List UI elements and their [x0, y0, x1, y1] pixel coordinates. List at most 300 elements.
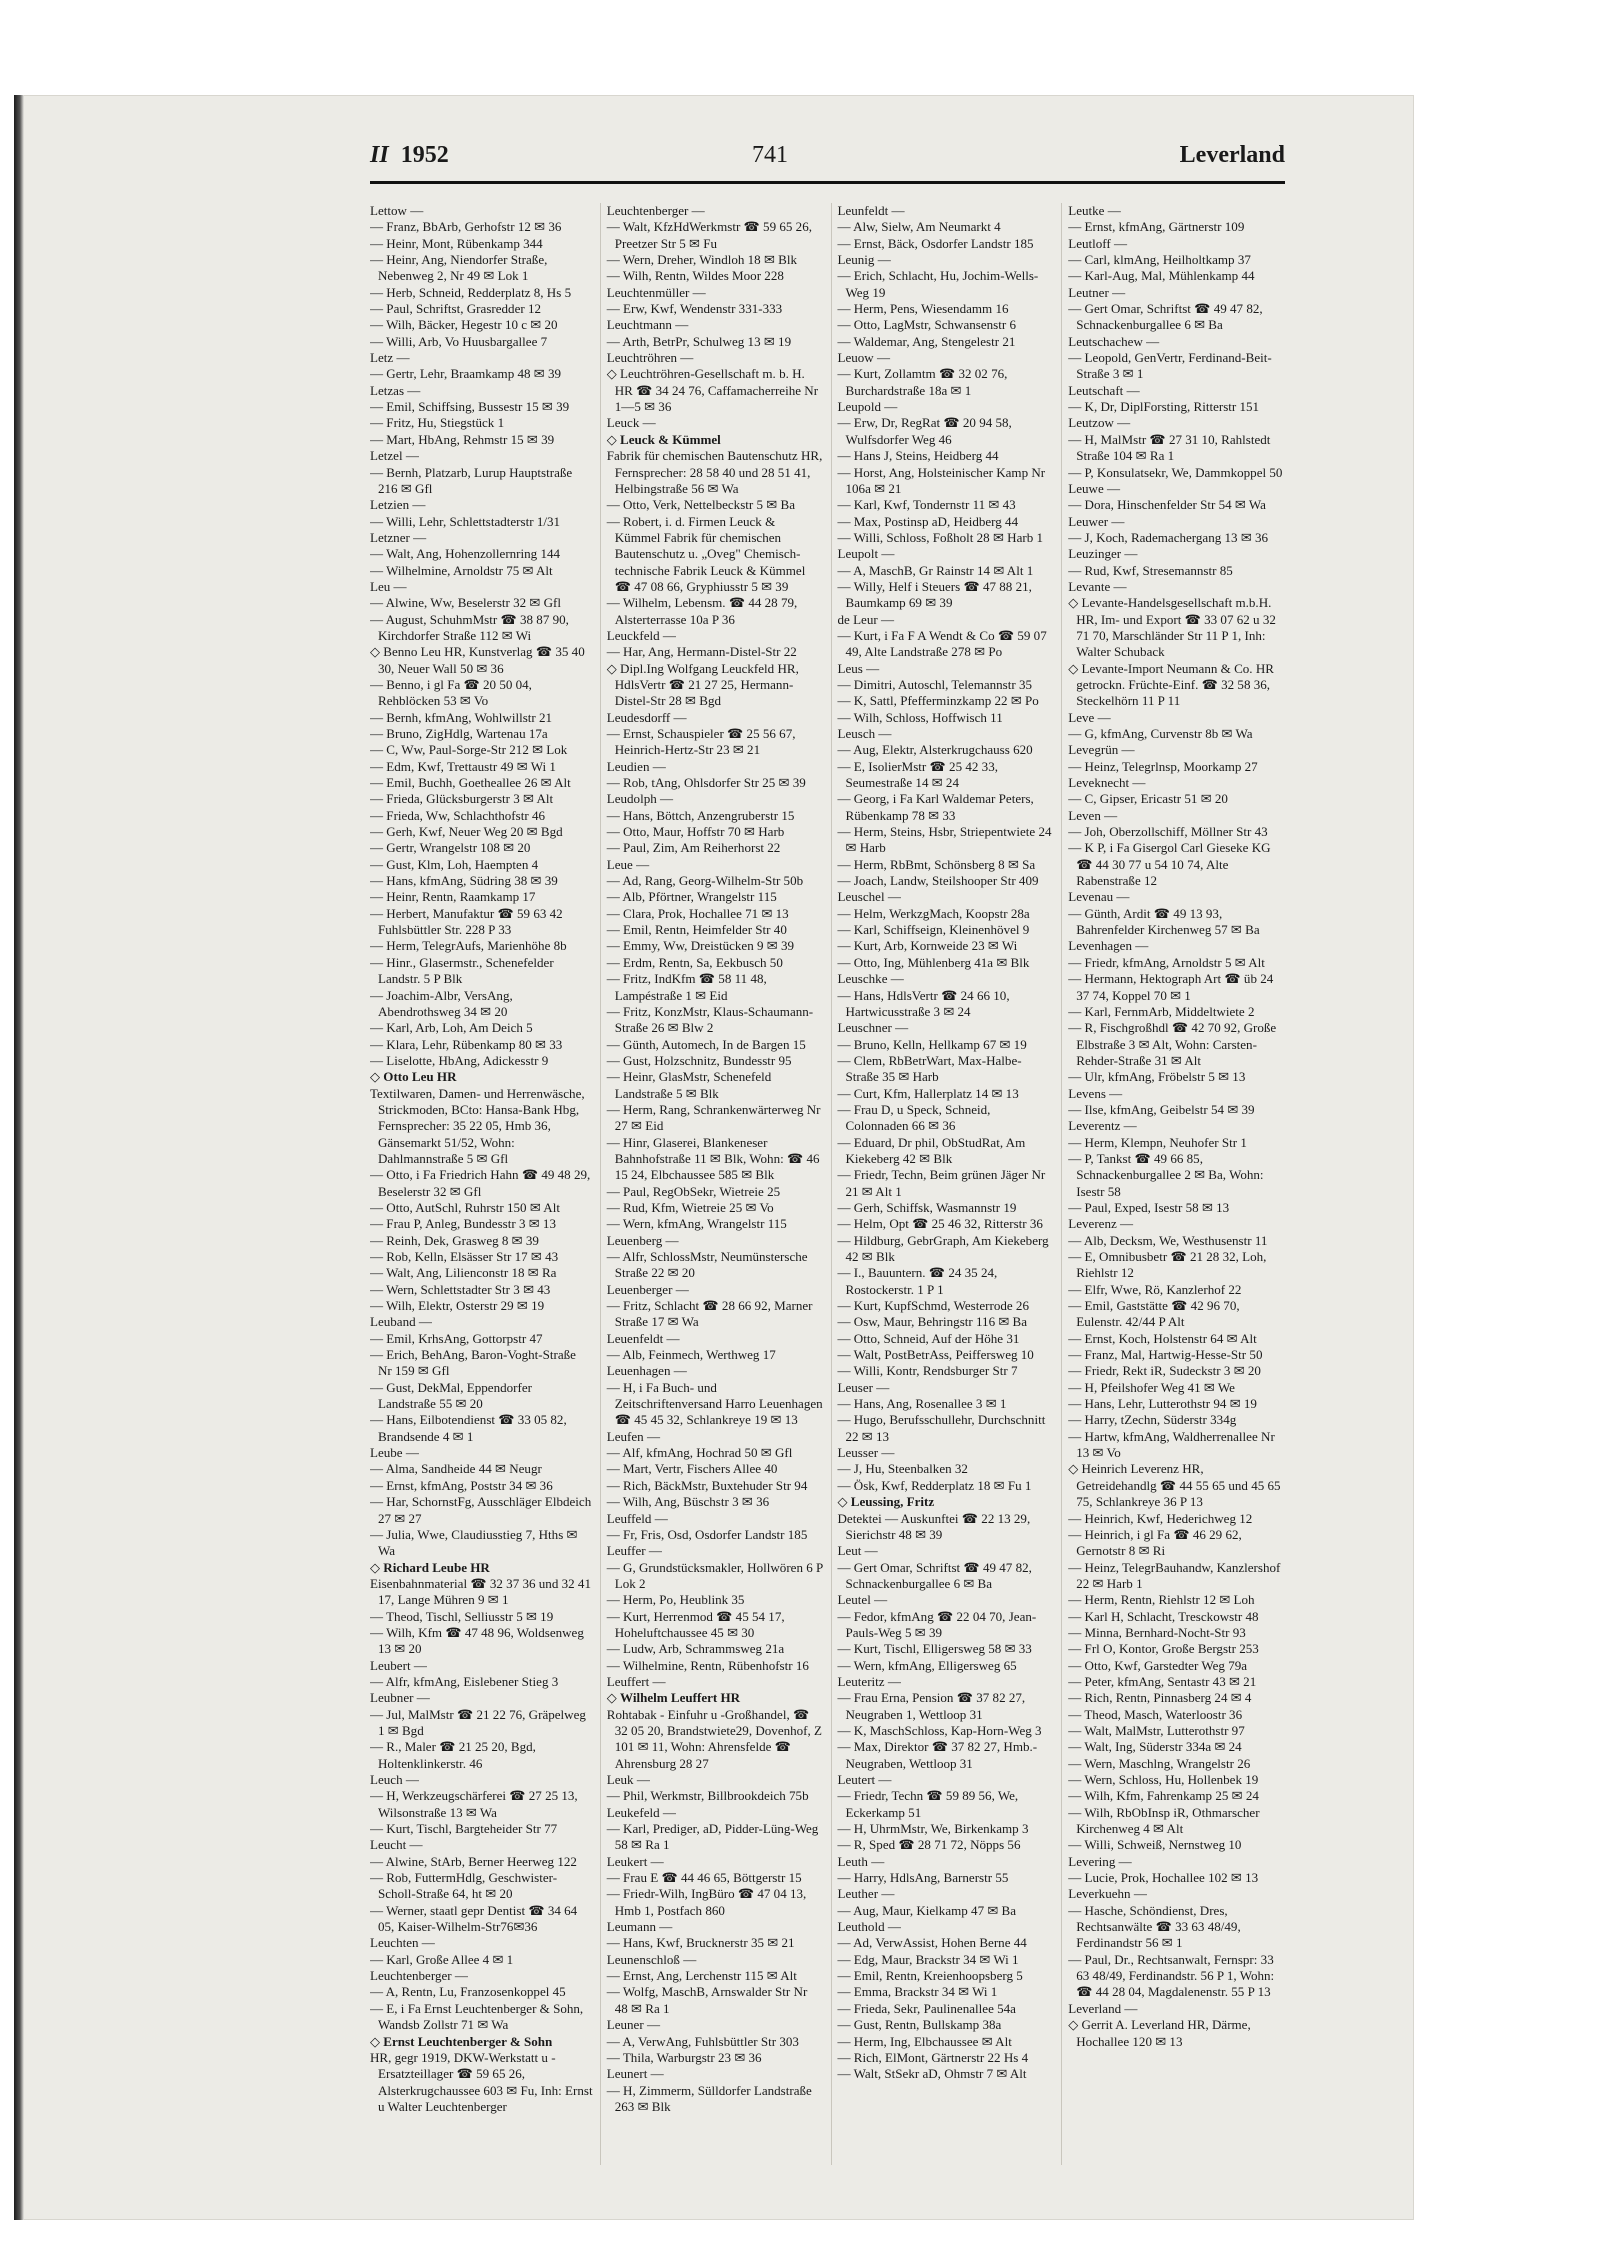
directory-entry: — Otto, Maur, Hoffstr 70 ✉ Harb — [606, 824, 785, 840]
surname-heading: Leuchtenmüller — — [606, 284, 706, 300]
directory-entry: — Rob, FuttermHdlg, Geschwister-Scholl-Straße 64, ht ✉ 20 — [370, 1870, 558, 1902]
directory-entry: — Wilh, Rentn, Wildes Moor 228 — [606, 268, 784, 284]
directory-entry: — Herm, Po, Heublink 35 — [606, 1592, 745, 1608]
directory-entry: — Rich, Rentn, Pinnasberg 24 ✉ 4 — [1068, 1690, 1252, 1706]
directory-entry: — Heinr, GlasMstr, Schenefeld Landstraße 5 ✉ Blk — [606, 1069, 772, 1101]
directory-entry: — Hans, HdlsVertr ☎ 24 66 10, Hartwicusstraße 3 ✉ 24 — [837, 987, 1010, 1019]
directory-entry: — Mart, HbAng, Rehmstr 15 ✉ 39 — [370, 431, 555, 447]
directory-entry: — Frau D, u Speck, Schneid, Colonnaden 66 ✉ 36 — [837, 1101, 991, 1134]
directory-entry: — Gust, Klm, Loh, Haempten 4 — [370, 856, 539, 872]
surname-heading: Leusch — — [837, 726, 892, 741]
directory-entry: — Liselotte, HbAng, Adickesstr 9 — [370, 1052, 549, 1068]
directory-entry: — Walt, Ang, Hohenzollernring 144 — [370, 546, 561, 562]
directory-entry: — Hasche, Schöndienst, Dres, Rechtsanwälte ☎ 33 63 48/49, Ferdinandstr 56 ✉ 1 — [1068, 1902, 1241, 1951]
directory-entry: — Otto, AutSchl, Ruhrstr 150 ✉ Alt — [370, 1199, 560, 1215]
directory-entry: — Joh, Oberzollschiff, Möllner Str 43 — [1068, 824, 1268, 840]
directory-entry: — Wilhelmine, Arnoldstr 75 ✉ Alt — [370, 562, 553, 578]
directory-entry: — Herm, TelegrAufs, Marienhöhe 8b — [370, 938, 567, 954]
directory-entry: — Max, Direktor ☎ 37 82 27, Hmb.-Neugraben, Wettloop 31 — [837, 1739, 1038, 1771]
directory-entry: — Franz, Mal, Hartwig-Hesse-Str 50 — [1068, 1347, 1263, 1363]
directory-entry: — Benno, i gl Fa ☎ 20 50 04, Rehblöcken 53 ✉ Vo — [370, 676, 532, 709]
directory-entry: — Joach, Landw, Steilshooper Str 409 — [837, 873, 1039, 889]
directory-entry: — Heinrich, Kwf, Hederichweg 12 — [1068, 1510, 1253, 1526]
directory-entry: — Heinr, Rentn, Raamkamp 17 — [370, 889, 536, 905]
surname-heading: Leuow — — [837, 350, 891, 366]
surname-heading: de Leur — — [837, 611, 895, 627]
directory-entry: — Phil, Werkmstr, Billbrookdeich 75b — [606, 1788, 809, 1804]
directory-entry: — Emil, Rentn, Heimfelder Str 40 — [606, 922, 787, 938]
directory-entry: — Har, SchornstFg, Ausschläger Elbdeich 27 ✉ 27 — [370, 1494, 592, 1526]
directory-entry: — Helm, WerkzgMach, Koopstr 28a — [837, 905, 1030, 921]
directory-entry: — Otto, i Fa Friedrich Hahn ☎ 49 48 29, Beselerstr 32 ✉ Gfl — [370, 1167, 591, 1199]
directory-entry: — K, Sattl, Pfefferminzkamp 22 ✉ Po — [837, 693, 1039, 709]
directory-entry: — Herbert, Manufaktur ☎ 59 63 42 Fuhlsbüttler Str. 228 P 33 — [370, 905, 563, 938]
directory-entry: — Alwine, StArb, Berner Heerweg 122 — [370, 1853, 577, 1869]
directory-entry: — P, Konsulatsekr, We, Dammkoppel 50 — [1068, 464, 1283, 480]
directory-entry: Textilwaren, Damen- und Herrenwäsche, Strickmoden, BCto: Hansa-Bank Hbg, Fernsprecher: 35 22 05, Hmb 36, Gänsemarkt 51/52, Wohn: Dahlmannstraße 5 ✉ Gfl — [370, 1085, 585, 1166]
directory-entry: Detektei — Auskunftei ☎ 22 13 29, Sierichstr 48 ✉ 39 — [837, 1510, 1031, 1542]
directory-entry: — Friedr-Wilh, IngBüro ☎ 47 04 13, Hmb 1, Postfach 860 — [606, 1886, 807, 1918]
directory-entry: — Paul, Dr., Rechtsanwalt, Fernspr: 33 63 48/49, Ferdinandstr. 56 P 1, Wohn: ☎ 44 28 04, Magdalenenstr. 55 P 13 — [1068, 1951, 1275, 2000]
directory-entry: — Heinr, Mont, Rübenkamp 344 — [370, 235, 543, 251]
directory-entry: — Horst, Ang, Holsteinischer Kamp Nr 106a ✉ 21 — [837, 464, 1046, 496]
header-rule — [370, 181, 1285, 184]
directory-entry: — Alfr, kfmAng, Eislebener Stieg 3 — [370, 1673, 559, 1689]
header-range-label: Leverland — [1179, 142, 1285, 168]
surname-heading: Leuffeld — — [606, 1510, 668, 1526]
directory-entry: ◇ Levante-Handelsgesellschaft m.b.H. HR, Im- und Export ☎ 33 07 62 u 32 71 70, Marschländer Str 11 P 1, Inh: Walter Schuback — [1068, 595, 1276, 660]
directory-entry: — Gust, Holzschnitz, Bundesstr 95 — [606, 1052, 792, 1068]
directory-entry: — Hugo, Berufsschullehr, Durchschnitt 22 ✉ 13 — [837, 1412, 1046, 1444]
directory-entry: — Hartw, kfmAng, Waldherrenallee Nr 13 ✉ Vo — [1068, 1428, 1275, 1461]
directory-entry: — Hans, Lehr, Lutterothstr 94 ✉ 19 — [1068, 1396, 1257, 1412]
surname-heading: Leuenfeldt — — [606, 1330, 680, 1346]
directory-entry: — Frieda, Sekr, Paulinenallee 54a — [837, 2000, 1016, 2016]
directory-entry: — Edm, Kwf, Trettaustr 49 ✉ Wi 1 — [370, 758, 556, 774]
directory-entry: — Fritz, KonzMstr, Klaus-Schaumann-Straße 26 ✉ Blw 2 — [606, 1003, 814, 1036]
directory-entry: — Emil, KrhsAng, Gottorpstr 47 — [370, 1330, 543, 1346]
column-3 — [831, 203, 1055, 2165]
directory-entry: — Arth, BetrPr, Schulweg 13 ✉ 19 — [606, 333, 792, 349]
directory-entry: — Alwine, Ww, Beselerstr 32 ✉ Gfl — [370, 595, 562, 611]
directory-entry: — Erw, Dr, RegRat ☎ 20 94 58, Wulfsdorfer Weg 46 — [837, 415, 1012, 447]
firm-entry: ◇ Ernst Leuchtenberger & Sohn — [370, 2034, 593, 2050]
directory-entry: — Karl, Arb, Loh, Am Deich 5 — [370, 1020, 533, 1036]
directory-entry: — Rob, Kelln, Elsässer Str 17 ✉ 43 — [370, 1249, 559, 1264]
directory-entry: — Frau Erna, Pension ☎ 37 82 27, Neugraben 1, Wettloop 31 — [837, 1690, 1026, 1722]
directory-entry: ◇ Leuchtröhren-Gesellschaft m. b. H. HR ☎ 34 24 76, Caffamacherreihe Nr 1—5 ✉ 36 — [606, 366, 819, 415]
directory-entry: — Helm, Opt ☎ 25 46 32, Ritterstr 36 — [837, 1216, 1043, 1232]
directory-entry: — Georg, i Fa Karl Waldemar Peters, Rübenkamp 78 ✉ 33 — [837, 791, 1034, 823]
directory-entry: — Wilh, Elektr, Osterstr 29 ✉ 19 — [370, 1298, 545, 1314]
directory-entry: — Friedr, Techn ☎ 59 89 56, We, Eckerkamp 51 — [837, 1788, 1019, 1820]
surname-heading: Leuschner — — [837, 1020, 909, 1036]
firm-entry: ◇ Leuck & Kümmel — [607, 432, 824, 448]
surname-heading: Leuchten — — [370, 1935, 435, 1951]
directory-entry: — Otto, Verk, Nettelbeckstr 5 ✉ Ba — [606, 497, 795, 513]
directory-entry: — Theod, Masch, Waterloostr 36 — [1068, 1706, 1243, 1722]
directory-entry: — Gert Omar, Schriftst ☎ 49 47 82, Schnackenburgallee 6 ✉ Ba — [1068, 301, 1263, 333]
directory-entry: — Heinz, Telegrlnsp, Moorkamp 27 — [1068, 758, 1258, 774]
surname-heading: Leuch — — [370, 1772, 419, 1787]
surname-heading: Leumann — — [606, 1919, 673, 1935]
surname-heading: Leuenberger — — [606, 1281, 689, 1297]
directory-entry: — Wilhelmine, Rentn, Rübenhofstr 16 — [606, 1657, 809, 1673]
directory-entry: — Mart, Vertr, Fischers Allee 40 — [606, 1461, 778, 1477]
surname-heading: Letzel — — [370, 448, 419, 464]
directory-entry: — Hans, Kwf, Brucknerstr 35 ✉ 21 — [606, 1935, 795, 1951]
directory-entry: — Wern, Dreher, Windloh 18 ✉ Blk — [606, 252, 798, 268]
directory-entry: — Gert Omar, Schriftst ☎ 49 47 82, Schnackenburgallee 6 ✉ Ba — [837, 1559, 1032, 1591]
surname-heading: Levens — — [1068, 1085, 1123, 1101]
directory-entry: — K, Dr, DiplForsting, Ritterstr 151 — [1068, 399, 1260, 415]
directory-entry: — Willi, Schloss, Foßholt 28 ✉ Harb 1 — [837, 529, 1044, 545]
firm-entry: ◇ Leussing, Fritz — [838, 1494, 1055, 1510]
directory-entry: — Emil, Gaststätte ☎ 42 96 70, Eulenstr. 42/44 P Alt — [1068, 1298, 1240, 1330]
directory-entry: — E, Omnibusbetr ☎ 21 28 32, Loh, Riehlstr 12 — [1068, 1249, 1267, 1281]
surname-heading: Leutloff — — [1068, 235, 1128, 251]
directory-entry: — Gertr, Lehr, Braamkamp 48 ✉ 39 — [370, 366, 562, 382]
directory-entry: — Erich, Schlacht, Hu, Jochim-Wells-Weg 19 — [837, 268, 1039, 300]
directory-entry: — Edg, Maur, Brackstr 34 ✉ Wi 1 — [837, 1951, 1019, 1967]
directory-entry: — Ernst, kfmAng, Gärtnerstr 109 — [1068, 219, 1245, 235]
directory-entry: — Kurt, Herrenmod ☎ 45 54 17, Hoheluftchaussee 45 ✉ 30 — [606, 1608, 785, 1640]
directory-entry: — Erich, BehAng, Baron-Voght-Straße Nr 159 ✉ Gfl — [370, 1347, 576, 1379]
directory-entry: — Kurt, KupfSchmd, Westerrode 26 — [837, 1298, 1029, 1314]
directory-entry: — Rud, Kwf, Stresemannstr 85 — [1068, 562, 1233, 578]
directory-entry: — Frau E ☎ 44 46 65, Böttgerstr 15 — [606, 1870, 802, 1886]
directory-entry: — Ösk, Kwf, Redderplatz 18 ✉ Fu 1 — [837, 1477, 1032, 1493]
surname-heading: Leuck — — [606, 415, 656, 431]
directory-entry: — Erw, Kwf, Wendenstr 331-333 — [606, 301, 783, 317]
surname-heading: Leutke — — [1068, 203, 1121, 218]
directory-entry: — Hans, Böttch, Anzengruberstr 15 — [606, 807, 795, 823]
directory-entry: — Emil, Rentn, Kreienhoopsberg 5 — [837, 1968, 1023, 1984]
surname-heading: Leunig — — [837, 252, 891, 268]
directory-entry: — I., Bauuntern. ☎ 24 35 24, Rostockerstr. 1 P 1 — [837, 1265, 998, 1297]
surname-heading: Leutel — — [837, 1592, 888, 1608]
directory-entry: — Ilse, kfmAng, Geibelstr 54 ✉ 39 — [1068, 1101, 1255, 1117]
surname-heading: Leuchtenberger — — [606, 203, 705, 218]
surname-heading: Leue — — [606, 856, 650, 872]
directory-entry: — Alb, Feinmech, Werthweg 17 — [606, 1347, 776, 1363]
directory-entry: — Paul, Schriftst, Grasredder 12 — [370, 301, 542, 317]
directory-entry: — Ad, VerwAssist, Hohen Berne 44 — [837, 1935, 1027, 1951]
directory-entry: — Wern, Schloss, Hu, Hollenbek 19 — [1068, 1772, 1259, 1787]
column-1 — [370, 203, 593, 2165]
directory-entry: — A, MaschB, Gr Rainstr 14 ✉ Alt 1 — [837, 562, 1034, 578]
directory-entry: — Robert, i. d. Firmen Leuck & Kümmel Fabrik für chemischen Bautenschutz u. „Oveg" Chemisch-technische Fabrik Leuck & Kümmel ☎ 47 08 66, Gryphiusstr 5 ✉ 39 — [606, 513, 806, 594]
directory-entry: — Reinh, Dek, Grasweg 8 ✉ 39 — [370, 1232, 539, 1248]
header-edition — [370, 142, 449, 169]
directory-entry: — Fr, Fris, Osd, Osdorfer Landstr 185 — [606, 1526, 808, 1542]
directory-entry: — Alfr, SchlossMstr, Neumünstersche Straße 22 ✉ 20 — [606, 1249, 808, 1281]
directory-entry: — Alf, kfmAng, Hochrad 50 ✉ Gfl — [606, 1445, 793, 1461]
directory-entry: — Karl, Große Allee 4 ✉ 1 — [370, 1951, 514, 1967]
directory-entry: — Clem, RbBetrWart, Max-Halbe-Straße 35 ✉ Harb — [837, 1052, 1022, 1085]
directory-entry: — Alma, Sandheide 44 ✉ Neugr — [370, 1461, 542, 1477]
directory-entry: — Ernst, Koch, Holstenstr 64 ✉ Alt — [1068, 1330, 1257, 1346]
directory-entry: ◇ Levante-Import Neumann & Co. HR getrockn. Früchte-Einf. ☎ 32 58 36, Steckelhörn 11 P 11 — [1068, 660, 1274, 709]
surname-heading: Leuchtröhren — — [606, 350, 694, 366]
directory-entry: — Ernst, kfmAng, Poststr 34 ✉ 36 — [370, 1477, 553, 1493]
directory-entry: Rohtabak - Einfuhr u -Großhandel, ☎ 32 05 20, Brandstwiete29, Dovenhof, Z 101 ✉ 11, Wohn: Ahrensfelde ☎ Ahrensburg 28 27 — [606, 1706, 823, 1771]
directory-entry: — Herm, Ing, Elbchaussee ✉ Alt — [837, 2033, 1012, 2049]
directory-entry: — Joachim-Albr, VersAng, Abendrothsweg 34 ✉ 20 — [370, 987, 513, 1019]
directory-entry: — Kurt, Arb, Kornweide 23 ✉ Wi — [837, 938, 1018, 954]
directory-entry: Eisenbahnmaterial ☎ 32 37 36 und 32 41 17, Lange Mühren 9 ✉ 1 — [370, 1575, 591, 1608]
directory-entry: — Friedr, kfmAng, Arnoldstr 5 ✉ Alt — [1068, 954, 1265, 970]
surname-heading: Leven — — [1068, 807, 1118, 823]
directory-entry: — Ad, Rang, Georg-Wilhelm-Str 50b — [606, 873, 804, 889]
directory-entry: — K P, i Fa Gisergol Carl Gieseke KG ☎ 44 30 77 u 54 10 74, Alte Rabenstraße 12 — [1068, 840, 1271, 889]
surname-heading: Letzner — — [370, 529, 427, 545]
surname-heading: Leusser — — [837, 1445, 895, 1461]
directory-entry: — J, Hu, Steenbalken 32 — [837, 1461, 968, 1477]
surname-heading: Leverkuehn — — [1068, 1886, 1147, 1902]
directory-entry: — Friedr, Techn, Beim grünen Jäger Nr 21 ✉ Alt 1 — [837, 1167, 1046, 1199]
surname-heading: Leuchtenberger — — [370, 1968, 468, 1984]
directory-entry: — Bernh, Platzarb, Lurup Hauptstraße 216 ✉ Gfl — [370, 464, 573, 496]
directory-entry: — Wern, kfmAng, Elligersweg 65 — [837, 1657, 1017, 1673]
directory-entry: — Emmy, Ww, Dreistücken 9 ✉ 39 — [606, 938, 795, 954]
directory-entry: — Karl, Prediger, aD, Pidder-Lüng-Weg 58 ✉ Ra 1 — [606, 1821, 819, 1853]
surname-heading: Leutert — — [837, 1772, 892, 1787]
surname-heading: Leuenberg — — [606, 1232, 679, 1248]
directory-entry: — Alb, Pförtner, Wrangelstr 115 — [606, 889, 777, 905]
directory-entry: — Otto, Schneid, Auf der Höhe 31 — [837, 1330, 1020, 1346]
directory-entry: — A, VerwAng, Fuhlsbüttler Str 303 — [606, 2033, 799, 2049]
directory-entry: — R., Maler ☎ 21 25 20, Bgd, Holtenklinkerstr. 46 — [370, 1739, 536, 1771]
directory-entry: — Willi, Lehr, Schlettstadterstr 1/31 — [370, 513, 561, 529]
surname-heading: Letz — — [370, 350, 410, 366]
directory-entry: — Curt, Kfm, Hallerplatz 14 ✉ 13 — [837, 1085, 1019, 1101]
directory-entry: — Hinr., Glasermstr., Schenefelder Landstr. 5 P Blk — [370, 954, 554, 987]
directory-entry: — R, Sped ☎ 28 71 72, Nöpps 56 — [837, 1837, 1021, 1853]
directory-entry: — G, Grundstücksmakler, Hollwören 6 P Lok 2 — [606, 1559, 823, 1591]
directory-entry: — Walt, Ing, Süderstr 334a ✉ 24 — [1068, 1739, 1242, 1755]
surname-heading: Leutschaft — — [1068, 382, 1140, 398]
column-4 — [1061, 203, 1285, 2165]
directory-entry: — Carl, klmAng, Heilholtkamp 37 — [1068, 252, 1251, 268]
surname-heading: Leuther — — [837, 1886, 895, 1902]
surname-heading: Leufen — — [606, 1428, 661, 1444]
surname-heading: Leuffert — — [606, 1673, 666, 1689]
directory-entry: ◇ Heinrich Leverenz HR, Getreidehandlg ☎ 44 55 65 und 45 65 75, Schlankreye 36 P 13 — [1068, 1461, 1281, 1510]
directory-entry: — Paul, RegObSekr, Wietreie 25 — [606, 1183, 781, 1199]
directory-entry: — Franz, BbArb, Gerhofstr 12 ✉ 36 — [370, 219, 562, 235]
surname-heading: Leunenschloß — — [606, 1951, 697, 1967]
firm-entry: ◇ Otto Leu HR — [370, 1069, 593, 1085]
directory-entry: — H, UhrmMstr, We, Birkenkamp 3 — [837, 1821, 1029, 1837]
surname-heading: Leuckfeld — — [606, 627, 676, 643]
directory-entry: — Julia, Wwe, Claudiusstieg 7, Hths ✉ Wa — [370, 1526, 578, 1559]
directory-entry: — Kurt, Tischl, Bargteheider Str 77 — [370, 1821, 558, 1837]
header-issue: II — [370, 142, 389, 168]
directory-entry: — Har, Ang, Hermann-Distel-Str 22 — [606, 644, 797, 660]
surname-heading: Leunert — — [606, 2066, 664, 2082]
directory-entry: — Ludw, Arb, Schrammsweg 21a — [606, 1641, 785, 1657]
surname-heading: Leubner — — [370, 1690, 430, 1706]
surname-heading: Levenhagen — — [1068, 938, 1149, 954]
surname-heading: Leuk — — [606, 1772, 650, 1787]
directory-entry: — Fritz, Hu, Stiegstück 1 — [370, 415, 505, 431]
surname-heading: Leuwe — — [1068, 480, 1121, 496]
directory-entry: — H, MalMstr ☎ 27 31 10, Rahlstedt Straße 104 ✉ Ra 1 — [1068, 431, 1271, 464]
directory-entry: — Günth, Ardit ☎ 49 13 93, Bahrenfelder Kirchenweg 57 ✉ Ba — [1068, 905, 1260, 938]
directory-entry: — Karl, FernmArb, Middeltwiete 2 — [1068, 1003, 1255, 1019]
directory-entry: — P, Tankst ☎ 49 66 85, Schnackenburgallee 2 ✉ Ba, Wohn: Isestr 58 — [1068, 1150, 1264, 1199]
surname-heading: Leuner — — [606, 2017, 661, 2033]
surname-heading: Letzas — — [370, 382, 421, 398]
directory-entry: — Ernst, Bäck, Osdorfer Landstr 185 — [837, 235, 1034, 251]
directory-entry: — Herm, Rentn, Riehlstr 12 ✉ Loh — [1068, 1592, 1255, 1608]
directory-entry: — Karl, Kwf, Tondernstr 11 ✉ 43 — [837, 497, 1016, 513]
firm-entry: ◇ Wilhelm Leuffert HR — [607, 1690, 824, 1706]
surname-heading: Leukert — — [606, 1853, 664, 1869]
directory-entry: — Harry, HdlsAng, Barnerstr 55 — [837, 1870, 1009, 1886]
surname-heading: Leu — — [370, 578, 407, 594]
surname-heading: Leudolph — — [606, 791, 674, 807]
surname-heading: Leuzinger — — [1068, 546, 1138, 562]
directory-entry: — Heinr, Ang, Niendorfer Straße, Nebenweg 2, Nr 49 ✉ Lok 1 — [370, 252, 548, 284]
directory-entry: — Otto, LagMstr, Schwansenstr 6 — [837, 317, 1016, 333]
directory-entry: — Thila, Warburgstr 23 ✉ 36 — [606, 2049, 762, 2065]
surname-heading: Leuenhagen — — [606, 1363, 687, 1379]
directory-entry: — Wilhelm, Lebensm. ☎ 44 28 79, Alsterterrasse 10a P 36 — [606, 595, 798, 627]
directory-entry: — Rich, ElMont, Gärtnerstr 22 Hs 4 — [837, 2049, 1029, 2065]
header-year: 1952 — [400, 142, 449, 168]
surname-heading: Leverland — — [1068, 2000, 1138, 2016]
surname-heading: Leuser — — [837, 1379, 890, 1395]
directory-entry: — H, Pfeilshofer Weg 41 ✉ We — [1068, 1379, 1235, 1395]
directory-entry: — Gertr, Wrangelstr 108 ✉ 20 — [370, 840, 531, 856]
directory-entry: — Gust, Rentn, Bullskamp 38a — [837, 2017, 1002, 2033]
directory-entry: — R, Fischgroßhdl ☎ 42 70 92, Große Elbstraße 3 ✉ Alt, Wohn: Carsten-Rehder-Straße 31 ✉ Alt — [1068, 1020, 1277, 1068]
directory-entry: — Heinrich, i gl Fa ☎ 46 29 62, Gernotstr 8 ✉ Ri — [1068, 1526, 1242, 1559]
directory-entry: — Fedor, kfmAng ☎ 22 04 70, Jean-Pauls-Weg 5 ✉ 39 — [837, 1608, 1037, 1640]
directory-entry: — Frau P, Anleg, Bundesstr 3 ✉ 13 — [370, 1216, 556, 1232]
directory-entry: — Hans, Eilbotendienst ☎ 33 05 82, Brandsende 4 ✉ 1 — [370, 1412, 567, 1444]
surname-heading: Leverentz — — [1068, 1118, 1137, 1134]
directory-entry: — Willi, Arb, Vo Huusbargallee 7 — [370, 333, 548, 349]
directory-entry: Fabrik für chemischen Bautenschutz HR, Fernsprecher: 28 58 40 und 28 51 41, Helbingstraße 56 ✉ Wa — [606, 448, 823, 496]
directory-entry: — Ernst, Ang, Lerchenstr 115 ✉ Alt — [606, 1968, 797, 1984]
directory-entry: ◇ Dipl.Ing Wolfgang Leuckfeld HR, HdlsVertr ☎ 21 27 25, Hermann-Distel-Str 28 ✉ Bgd — [606, 660, 799, 709]
directory-entry: — Alb, Decksm, We, Westhusenstr 11 — [1068, 1232, 1268, 1248]
directory-entry: — Willi, Kontr, Rendsburger Str 7 — [837, 1363, 1018, 1379]
directory-entry: — Willy, Helf i Steuers ☎ 47 88 21, Baumkamp 69 ✉ 39 — [837, 578, 1032, 611]
directory-entry: — Emil, Buchh, Goetheallee 26 ✉ Alt — [370, 775, 571, 791]
surname-heading: Letzien — — [370, 497, 426, 513]
directory-entry: — H, i Fa Buch- und Zeitschriftenversand Harro Leuenhagen ☎ 45 45 32, Schlankreye 19 ✉ 13 — [606, 1379, 823, 1428]
directory-entry: — H, Zimmerm, Sülldorfer Landstraße 263 ✉ Blk — [606, 2082, 812, 2114]
directory-entry: — Kurt, Tischl, Elligersweg 58 ✉ 33 — [837, 1641, 1032, 1657]
directory-entry: — Waldemar, Ang, Stengelestr 21 — [837, 333, 1016, 349]
directory-entry: — C, Gipser, Ericastr 51 ✉ 20 — [1068, 791, 1228, 807]
directory-entry: — Dimitri, Autoschl, Telemannstr 35 — [837, 676, 1033, 692]
directory-entry: — Emma, Brackstr 34 ✉ Wi 1 — [837, 1984, 998, 2000]
directory-entry: — Herm, Steins, Hsbr, Striepentwiete 24 ✉ Harb — [837, 824, 1052, 856]
directory-entry: — Wern, Maschlng, Wrangelstr 26 — [1068, 1755, 1251, 1771]
directory-entry: — Walt, MalMstr, Lutterothstr 97 — [1068, 1722, 1245, 1738]
directory-entry: — Paul, Zim, Am Reiherhorst 22 — [606, 840, 781, 856]
directory-entry: — Wilh, Kfm, Fahrenkamp 25 ✉ 24 — [1068, 1788, 1259, 1804]
directory-entry: — Ernst, Schauspieler ☎ 25 56 67, Heinrich-Hertz-Str 23 ✉ 21 — [606, 726, 796, 758]
directory-entry: — Wern, Schlettstadter Str 3 ✉ 43 — [370, 1281, 551, 1297]
directory-entry: — Aug, Elektr, Alsterkrugchauss 620 — [837, 742, 1033, 758]
directory-entry: — Herm, Rang, Schrankenwärterweg Nr 27 ✉ Eid — [606, 1101, 821, 1134]
directory-entry: — Jul, MalMstr ☎ 21 22 76, Gräpelweg 1 ✉ Bgd — [370, 1706, 586, 1738]
surname-heading: Leupolt — — [837, 546, 895, 562]
directory-entry: — Frl O, Kontor, Große Bergstr 253 — [1068, 1641, 1259, 1657]
directory-entry: — Erdm, Rentn, Sa, Eekbusch 50 — [606, 954, 783, 970]
directory-entry: — Karl H, Schlacht, Tresckowstr 48 — [1068, 1608, 1259, 1624]
directory-entry: — Wern, kfmAng, Wrangelstr 115 — [606, 1216, 787, 1232]
directory-entry: — Dora, Hinschenfelder Str 54 ✉ Wa — [1068, 497, 1266, 513]
surname-heading: Leudesdorff — — [606, 709, 687, 725]
directory-entry: — Aug, Maur, Kielkamp 47 ✉ Ba — [837, 1902, 1017, 1918]
directory-entry: — Klara, Lehr, Rübenkamp 80 ✉ 33 — [370, 1036, 563, 1052]
surname-heading: Leuband — — [370, 1314, 432, 1330]
directory-entry: — Willi, Schweiß, Nernstweg 10 — [1068, 1837, 1242, 1853]
surname-heading: Leveknecht — — [1068, 775, 1146, 791]
directory-entry: — J, Koch, Rademachergang 13 ✉ 36 — [1068, 529, 1269, 545]
directory-entry: — Walt, KfzHdWerkmstr ☎ 59 65 26, Preetzer Str 5 ✉ Fu — [606, 219, 812, 251]
directory-entry: — Bruno, ZigHdlg, Wartenau 17a — [370, 726, 548, 741]
surname-heading: Leubert — — [370, 1657, 427, 1673]
directory-entry: — Ulr, kfmAng, Fröbelstr 5 ✉ 13 — [1068, 1069, 1246, 1085]
directory-entry: — Frieda, Glücksburgerstr 3 ✉ Alt — [370, 791, 554, 807]
surname-heading: Leube — — [370, 1445, 419, 1461]
directory-entry: — Kurt, Zollamtm ☎ 32 02 76, Burchardstraße 18a ✉ 1 — [837, 366, 1008, 398]
header-page-number: 741 — [752, 142, 788, 168]
directory-entry: — C, Ww, Paul-Sorge-Str 212 ✉ Lok — [370, 742, 568, 758]
directory-entry: — Karl-Aug, Mal, Mühlenkamp 44 — [1068, 268, 1255, 284]
surname-heading: Levegrün — — [1068, 742, 1135, 758]
surname-heading: Leudien — — [606, 758, 666, 774]
directory-entry: — Leopold, GenVertr, Ferdinand-Beit-Straße 3 ✉ 1 — [1068, 350, 1272, 382]
directory-entry: — August, SchuhmMstr ☎ 38 87 90, Kirchdorfer Straße 112 ✉ Wi — [370, 611, 569, 643]
directory-entry: — Kurt, i Fa F A Wendt & Co ☎ 59 07 49, Alte Landstraße 278 ✉ Po — [837, 627, 1047, 660]
directory-entry: — Fritz, Schlacht ☎ 28 66 92, Marner Straße 17 ✉ Wa — [606, 1298, 813, 1330]
column-2 — [600, 203, 824, 2165]
directory-entry: — Hildburg, GebrGraph, Am Kiekeberg 42 ✉ Blk — [837, 1232, 1049, 1264]
directory-entry: — Wilh, RbObInsp iR, Othmarscher Kirchenweg 4 ✉ Alt — [1068, 1804, 1260, 1837]
surname-heading: Leuthold — — [837, 1919, 901, 1935]
directory-entry: — Walt, Ang, Lilienconstr 18 ✉ Ra — [370, 1265, 557, 1281]
directory-entry: — E, i Fa Ernst Leuchtenberger & Sohn, Wandsb Zollstr 71 ✉ Wa — [370, 2000, 584, 2033]
surname-heading: Leutschachew — — [1068, 333, 1160, 349]
surname-heading: Leve — — [1068, 709, 1111, 725]
surname-heading: Leverenz — — [1068, 1216, 1134, 1232]
directory-entry: — Theod, Tischl, Selliusstr 5 ✉ 19 — [370, 1608, 554, 1624]
directory-entry: ◇ Gerrit A. Leverland HR, Därme, Hochallee 120 ✉ 13 — [1068, 2017, 1251, 2049]
directory-entry: — E, IsolierMstr ☎ 25 42 33, Seumestraße 14 ✉ 24 — [837, 758, 998, 791]
directory-entry: — Heinz, TelegrBauhandw, Kanzlershof 22 ✉ Harb 1 — [1068, 1559, 1281, 1591]
directory-entry: — Günth, Automech, In de Bargen 15 — [606, 1036, 806, 1052]
surname-heading: Leukefeld — — [606, 1804, 676, 1820]
surname-heading: Leutzow — — [1068, 415, 1131, 431]
directory-entry: — Rob, tAng, Ohlsdorfer Str 25 ✉ 39 — [606, 775, 806, 791]
directory-entry: — Eduard, Dr phil, ObStudRat, Am Kiekeberg 42 ✉ Blk — [837, 1134, 1026, 1166]
directory-entry: — Osw, Maur, Behringstr 116 ✉ Ba — [837, 1314, 1028, 1330]
directory-entry: — Peter, kfmAng, Sentastr 43 ✉ 21 — [1068, 1673, 1257, 1689]
surname-heading: Levante — — [1068, 578, 1127, 594]
directory-entry: — Otto, Ing, Mühlenberg 41a ✉ Blk — [837, 954, 1030, 970]
surname-heading: Leutner — — [1068, 284, 1126, 300]
directory-entry: — Wilh, Ang, Büschstr 3 ✉ 36 — [606, 1494, 770, 1510]
